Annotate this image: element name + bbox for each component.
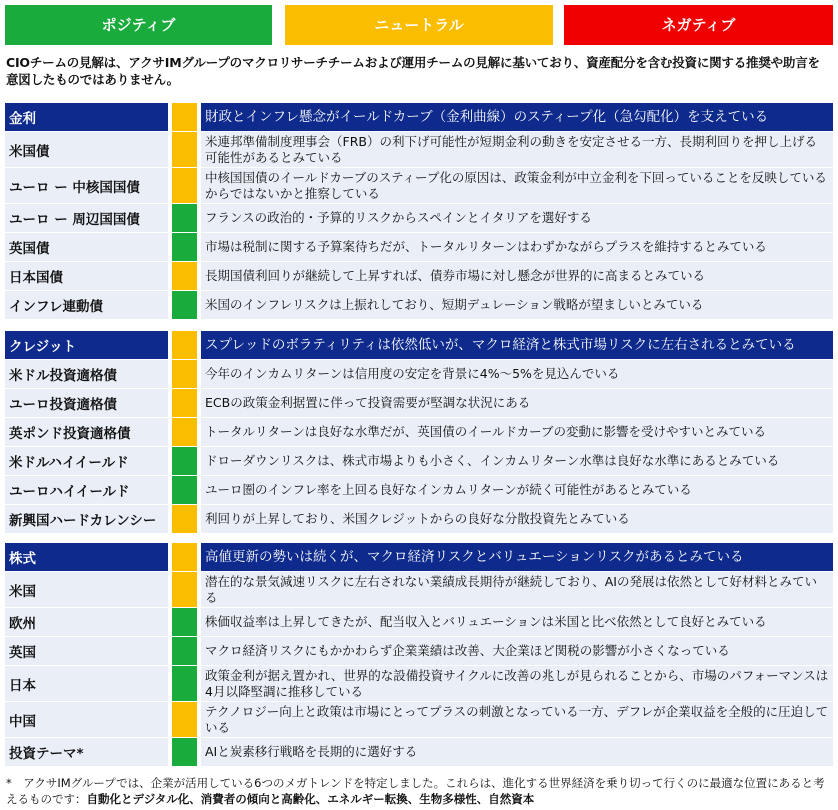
asset-view-text <box>201 291 833 319</box>
view-indicator-positive <box>172 738 197 766</box>
disclaimer-intro: CIOチームの見解は、アクサIMグループのマクロリサーチチームおよび運用チームの見解に基いており、資産配分を含む投資に関する推奨や助言を意図したものではありません。 <box>6 55 820 87</box>
view-indicator-neutral <box>172 132 197 167</box>
table-row <box>5 608 833 637</box>
asset-name: 日本国債 <box>5 262 168 290</box>
asset-name: 英国債 <box>5 233 168 261</box>
asset-view-text <box>201 738 833 766</box>
asset-view-text <box>201 132 833 167</box>
view-text: マクロ経済リスクにもかかわらず企業業績は改善、大企業ほど関税の影響が小さくなっている <box>205 643 730 658</box>
asset-name: ユーロハイイールド <box>5 476 168 504</box>
table-row <box>5 666 833 702</box>
view-text: 株価収益率は上昇してきたが、配当収入とバリュエーションは米国と比べ依然として良好とみている <box>205 614 767 629</box>
view-text: フランスの政治的・予算的リスクからスペインとイタリアを選好する <box>205 210 592 225</box>
table-row <box>5 572 833 608</box>
table-row <box>5 132 833 168</box>
asset-view-text <box>201 360 833 388</box>
view-text: AIと炭素移行戦略を長期的に選好する <box>205 744 418 759</box>
view-indicator-positive <box>172 666 197 701</box>
view-indicator-neutral <box>172 505 197 533</box>
section-title: 株式 <box>5 543 168 571</box>
asset-name: ユーロ投資適格債 <box>5 389 168 417</box>
legend-negative: ネガティブ <box>564 5 833 45</box>
view-text: 財政とインフレ懸念がイールドカーブ（金利曲線）のスティープ化（急勾配化）を支えている <box>205 109 769 125</box>
asset-name: 米国債 <box>5 132 168 167</box>
table-row <box>5 738 833 767</box>
asset-name: ユーロ ー 周辺国国債 <box>5 204 168 232</box>
asset-name: 新興国ハードカレンシー <box>5 505 168 533</box>
view-indicator-positive <box>172 608 197 636</box>
view-text: 市場は税制に関する予算案待ちだが、トータルリターンはわずかながらプラスを維持するとみている <box>205 239 767 254</box>
asset-name: ユーロ ー 中核国国債 <box>5 168 168 203</box>
table-row <box>5 447 833 476</box>
table-row <box>5 360 833 389</box>
table-row <box>5 476 833 505</box>
view-text: トータルリターンは良好な水準だが、英国債のイールドカーブの変動に影響を受けやすいとみている <box>205 424 767 439</box>
view-indicator-positive <box>172 233 197 261</box>
section-header-row <box>5 331 833 360</box>
table-row <box>5 418 833 447</box>
asset-view-text <box>201 505 833 533</box>
view-indicator-neutral <box>172 262 197 290</box>
view-text: 潜在的な景気減速リスクに左右されない業績成長期待が継続しており、AIの発展は依然として好材料とみている <box>205 573 817 605</box>
section-summary <box>201 543 833 571</box>
view-text: 中核国国債のイールドカーブのスティープ化の原因は、政策金利が中立金利を下回っていることを反映しているからではないかと推察している <box>205 169 827 201</box>
view-indicator-neutral <box>172 360 197 388</box>
view-text: ECBの政策金利据置に伴って投資需要が堅調な状況にある <box>205 395 531 410</box>
view-indicator-positive <box>172 476 197 504</box>
section-header-row <box>5 103 833 132</box>
asset-view-text <box>201 702 833 737</box>
view-indicator-positive <box>172 447 197 475</box>
view-text: 利回りが上昇しており、米国クレジットからの良好な分散投資先とみている <box>205 511 630 526</box>
asset-name: 米ドル投資適格債 <box>5 360 168 388</box>
asset-name: 中国 <box>5 702 168 737</box>
equities-section <box>5 543 833 767</box>
legend-neutral: ニュートラル <box>285 5 553 45</box>
asset-name: 英ポンド投資適格債 <box>5 418 168 446</box>
asset-name: 米国 <box>5 572 168 607</box>
view-indicator-neutral <box>172 103 197 131</box>
asset-view-text <box>201 447 833 475</box>
view-indicator-positive <box>172 291 197 319</box>
credit-section <box>5 331 833 534</box>
table-row <box>5 637 833 666</box>
footnote-megatrends: 自動化とデジタル化、消費者の傾向と高齢化、エネルギー転換、生物多様性、自然資本 <box>86 792 535 806</box>
view-text: スプレッドのボラティリティは依然低いが、マクロ経済と株式市場リスクに左右されるとみている <box>205 337 796 353</box>
asset-view-text <box>201 262 833 290</box>
section-title: 金利 <box>5 103 168 131</box>
view-indicator-neutral <box>172 331 197 359</box>
section-summary <box>201 331 833 359</box>
rates-section <box>5 103 833 320</box>
table-row <box>5 204 833 233</box>
view-indicator-neutral <box>172 702 197 737</box>
table-row <box>5 505 833 534</box>
table-row <box>5 389 833 418</box>
asset-name: 欧州 <box>5 608 168 636</box>
asset-view-text <box>201 389 833 417</box>
asset-name: 日本 <box>5 666 168 701</box>
asset-view-text <box>201 608 833 636</box>
asset-view-text <box>201 476 833 504</box>
table-row <box>5 291 833 320</box>
view-text: 今年のインカムリターンは信用度の安定を背景に4%～5%を見込んでいる <box>205 366 620 381</box>
view-text: テクノロジー向上と政策は市場にとってプラスの刺激となっている一方、デフレが企業収益を全般的に圧迫している <box>205 703 829 735</box>
asset-view-text <box>201 168 833 203</box>
view-text: 長期国債利回りが継続して上昇すれば、債券市場に対し懸念が世界的に高まるとみている <box>205 268 706 283</box>
view-indicator-neutral <box>172 168 197 203</box>
view-indicator-neutral <box>172 389 197 417</box>
view-indicator-positive <box>172 637 197 665</box>
table-row <box>5 262 833 291</box>
asset-name: 米ドルハイイールド <box>5 447 168 475</box>
view-text: ユーロ圏のインフレ率を上回る良好なインカムリターンが続く可能性があるとみている <box>205 482 692 497</box>
asset-view-text <box>201 572 833 607</box>
section-summary <box>201 103 833 131</box>
table-row <box>5 702 833 738</box>
view-text: 米連邦準備制度理事会（FRB）の利下げ可能性が短期金利の動きを安定させる一方、長期利回りを押し上げる可能性があるとみている <box>205 133 817 165</box>
section-header-row <box>5 543 833 572</box>
asset-name: 投資テーマ* <box>5 738 168 766</box>
view-text: 政策金利が据え置かれ、世界的な設備投資サイクルに改善の兆しが見られることから、市場のパフォーマンスは4月以降堅調に推移している <box>205 667 829 699</box>
section-title: クレジット <box>5 331 168 359</box>
asset-view-text <box>201 233 833 261</box>
table-row <box>5 168 833 204</box>
asset-view-text <box>201 418 833 446</box>
asset-name: 英国 <box>5 637 168 665</box>
view-text: ドローダウンリスクは、株式市場よりも小さく、インカムリターン水準は良好な水準にあるとみている <box>205 453 780 468</box>
view-text: 高値更新の勢いは続くが、マクロ経済リスクとバリュエーションリスクがあるとみている <box>205 549 744 565</box>
view-indicator-neutral <box>172 572 197 607</box>
table-row <box>5 233 833 262</box>
view-indicator-positive <box>172 204 197 232</box>
legend-positive: ポジティブ <box>5 5 272 45</box>
view-indicator-neutral <box>172 543 197 571</box>
legend <box>5 5 833 45</box>
footnote-text: * アクサIMグループでは、企業が活用している6つのメガトレンドを特定しました。これらは、進化する世界経済を乗り切って行くのに最適な位置にあると考えるものです： <box>6 776 825 806</box>
footnote <box>6 775 834 807</box>
asset-view-text <box>201 204 833 232</box>
asset-view-text <box>201 666 833 701</box>
view-text: 米国のインフレリスクは上振れしており、短期デュレーション戦略が望ましいとみている <box>205 297 704 312</box>
asset-name: インフレ連動債 <box>5 291 168 319</box>
view-indicator-neutral <box>172 418 197 446</box>
asset-view-text <box>201 637 833 665</box>
